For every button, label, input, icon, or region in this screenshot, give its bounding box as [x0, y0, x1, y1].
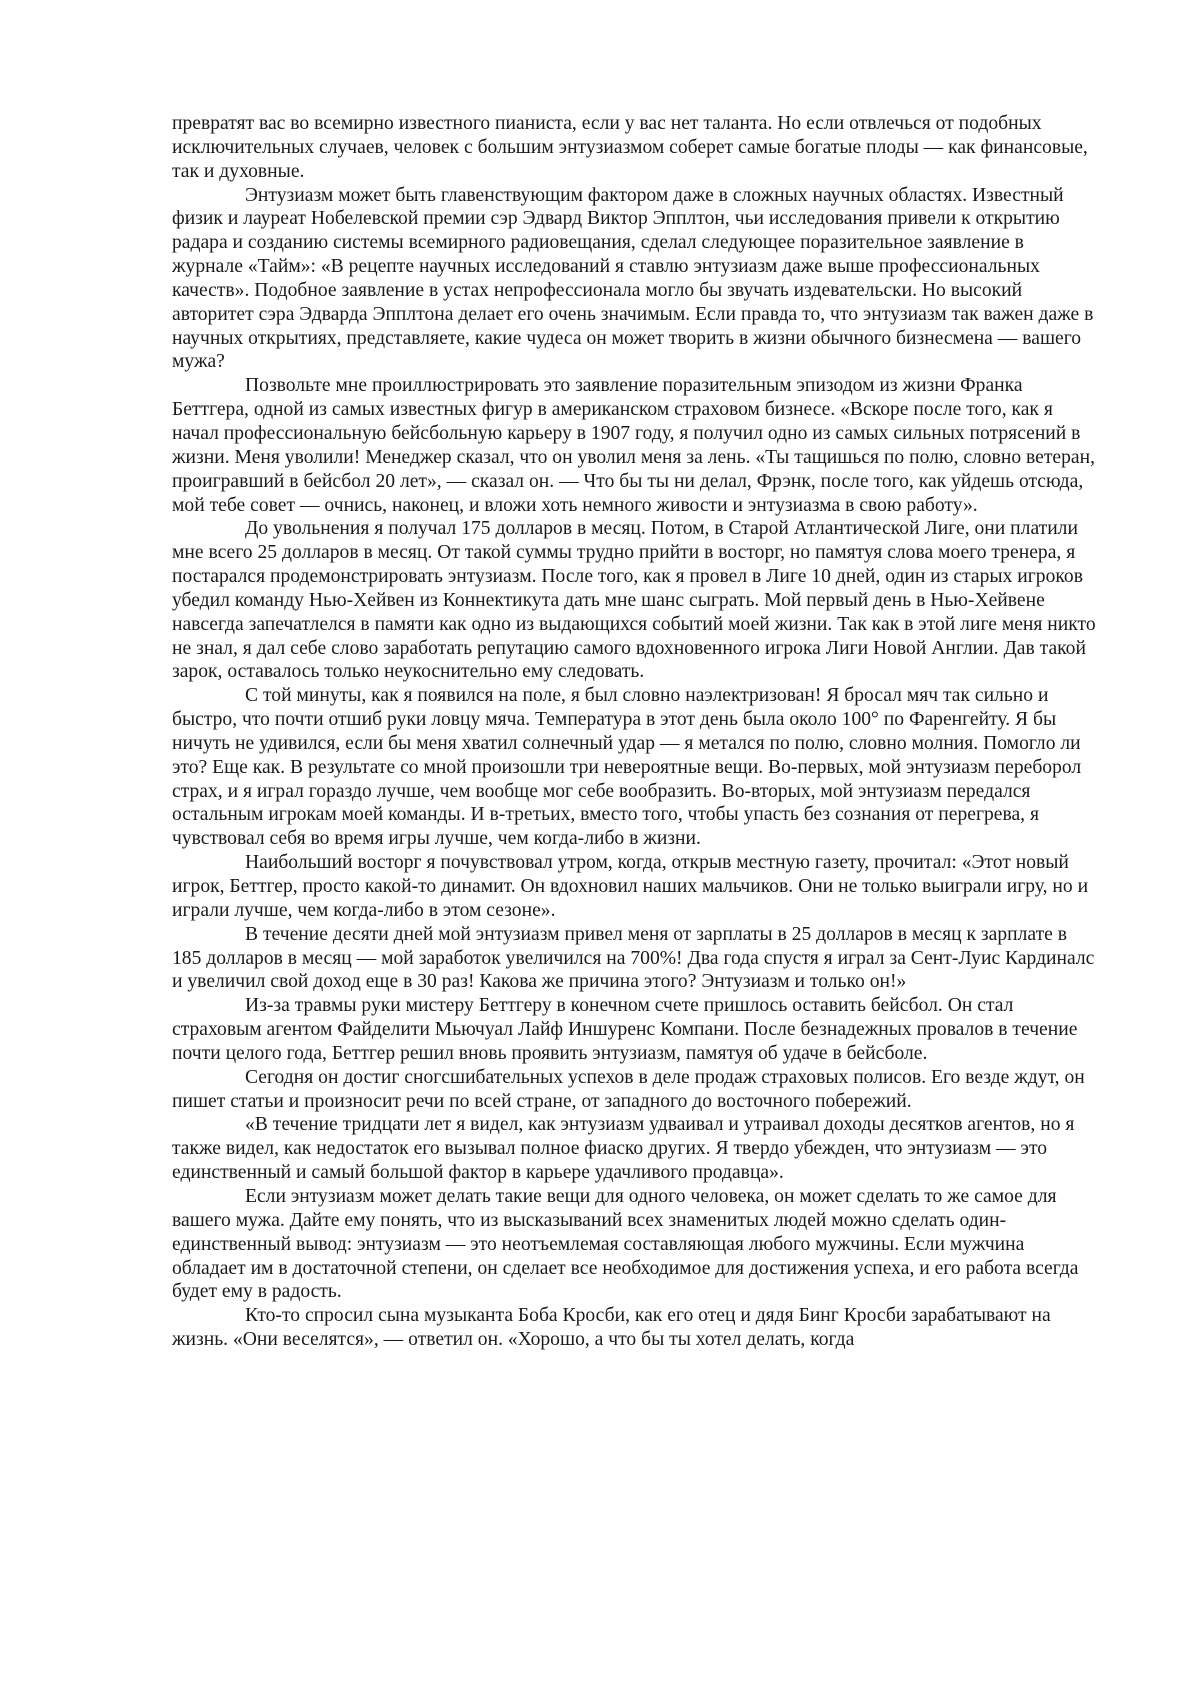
paragraph-appleton-enthusiasm: Энтузиазм может быть главенствующим фактором даже в сложных научных областях. Известный физик и лауреат Нобелевской премии сэр Эдвард Виктор Эпплтон, чьи исследования привели к открытию радара и созданию системы всемирного радиовещания, сделал следующее поразительное заявление в журнале «Тайм»: «В рецепте научных исследований я ставлю энтузиазм даже выше профессиональных качеств». Подобное заявление в устах непрофессионала могло бы звучать издевательски. Но высокий авторитет сэра Эдварда Эпплтона делает его очень значимым. Если правда то, что энтузиазм так важен даже в научных открытиях, представляете, какие чудеса он может творить в жизни обычного бизнесмена — вашего мужа?: [172, 184, 1094, 373]
paragraph-new-haven: До увольнения я получал 175 долларов в месяц. Потом, в Старой Атлантической Лиге, они платили мне всего 25 долларов в месяц. От такой суммы трудно прийти в восторг, но памятуя слова моего тренера, я постарался продемонстрировать энтузиазм. После того, как я провел в Лиге 10 дней, один из старых игроков убедил команду Нью-Хейвен из Коннектикута дать мне шанс сыграть. Мой первый день в Нью-Хейвене навсегда запечатлелся в памяти как одно из выдающихся событий моей жизни. Так как в этой лиге меня никто не знал, я дал себе слово заработать репутацию самого вдохновенного игрока Лиги Новой Англии. Дав такой зарок, оставалось только неукоснительно ему следовать.: [172, 518, 1096, 683]
paragraph-crosby: Кто-то спросил сына музыканта Боба Кросби, как его отец и дядя Бинг Кросби зарабатывают на жизнь. «Они веселятся», — ответил он. «Хорошо, а что бы ты хотел делать, когда: [172, 1305, 1051, 1351]
paragraph-electrified: С той минуты, как я появился на поле, я был словно наэлектризован! Я бросал мяч так сильно и быстро, что почти отшиб руки ловцу мяча. Температура в этот день была около 100° по Фаренгейту. Я бы ничуть не удивился, если бы меня хватил солнечный удар — я метался по полю, словно молния. Помогло ли это? Еще как. В результате со мной произошли три невероятные вещи. Во-первых, мой энтузиазм переборол страх, и я играл гораздо лучше, чем вообще мог себе вообразить. Во-вторых, мой энтузиазм передался остальным игрокам моей команды. И в-третьих, вместо того, чтобы упасть без сознания от перегрева, я чувствовал себя во время игры лучше, чем когда-либо в жизни.: [172, 685, 1082, 850]
paragraph-success: Сегодня он достиг сногсшибательных успехов в деле продаж страховых полисов. Его везде ждут, он пишет статьи и произносит речи по всей стране, от западного до восточного побережий.: [172, 1066, 1085, 1112]
paragraph-salary-growth: В течение десяти дней мой энтузиазм привел меня от зарплаты в 25 долларов в месяц к зарплате в 185 долларов в месяц — мой заработок увеличился на 700%! Два года спустя я играл за Сент-Луис Кардиналс и увеличил свой доход еще в 30 раз! Какова же причина этого? Энтузиазм и только он!»: [172, 923, 1095, 993]
paragraph-quote-thirty-years: «В течение тридцати лет я видел, как энтузиазм удваивал и утраивал доходы десятков агентов, но я также видел, как недостаток его вызывал полное фиаско других. Я твердо убежден, что энтузиазм — это единственный и самый большой фактор в карьере удачливого продавца».: [172, 1114, 1075, 1184]
paragraph-continuation: превратят вас во всемирно известного пианиста, если у вас нет таланта. Но если отвлечься от подобных исключительных случаев, человек с большим энтузиазмом соберет самые богатые плоды — как финансовые, так и духовные.: [172, 113, 1088, 182]
paragraph-bettger-fired: Позвольте мне проиллюстрировать это заявление поразительным эпизодом из жизни Франка Беттгера, одной из самых известных фигур в американском страховом бизнесе. «Вскоре после того, как я начал профессиональную бейсбольную карьеру в 1907 году, я получил одно из самых сильных потрясений в жизни. Меня уволили! Менеджер сказал, что он уволил меня за лень. «Ты тащишься по полю, словно ветеран, проигравший в бейсбол 20 лет», — сказал он. — Что бы ты ни делал, Фрэнк, после того, как уйдешь отсюда, мой тебе совет — очнись, наконец, и вложи хоть немного живости и энтузиазма в свою работу».: [172, 375, 1096, 516]
paragraph-your-husband: Если энтузиазм может делать такие вещи для одного человека, он может сделать то же самое для вашего мужа. Дайте ему понять, что из высказываний всех знаменитых людей можно сделать один-единственный вывод: энтузиазм — это неотъемлемая составляющая любого мужчины. Если мужчина обладает им в достаточной степени, он сделает все необходимое для достижения успеха, и его работа всегда будет ему в радость.: [172, 1185, 1079, 1303]
paragraph-newspaper: Наибольший восторг я почувствовал утром, когда, открыв местную газету, прочитал: «Этот новый игрок, Беттгер, просто какой-то динамит. Он вдохновил наших мальчиков. Они не только выиграли игру, но и играли лучше, чем когда-либо в этом сезоне».: [172, 852, 1089, 921]
document-page: [172, 112, 1096, 1352]
paragraph-insurance-agent: Из-за травмы руки мистеру Беттгеру в конечном счете пришлось оставить бейсбол. Он стал страховым агентом Файделити Мьючуал Лайф Иншуренс Компани. После безнадежных провалов в течение почти целого года, Беттгер решил вновь проявить энтузиазм, памятуя об удаче в бейсболе.: [172, 995, 1078, 1064]
